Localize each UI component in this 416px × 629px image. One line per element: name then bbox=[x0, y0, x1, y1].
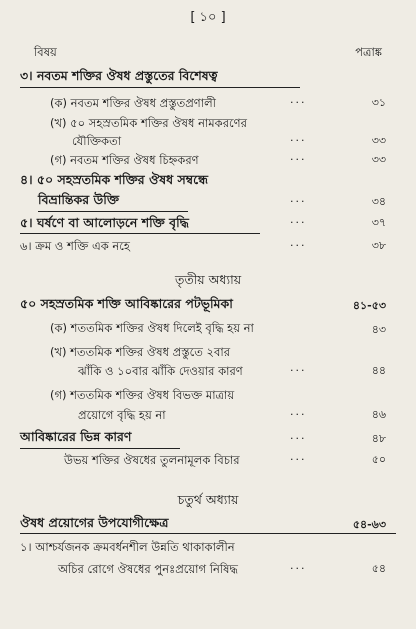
toc-entry: (ক) শততমিক শক্তির ঔষধ দিলেই বৃদ্ধি হয় না bbox=[50, 321, 254, 335]
toc-entry: (গ) নবতম শক্তির ঔষধ চিহ্নকরণ bbox=[50, 153, 199, 167]
leader-dots: ··· bbox=[290, 195, 307, 208]
page-ref: ৩৩ bbox=[371, 153, 386, 166]
toc-entry-cont: বিভ্রান্তিকর উক্তি bbox=[38, 192, 119, 207]
page-ref: ৪৪ bbox=[371, 364, 386, 377]
underline bbox=[20, 448, 180, 449]
toc-entry: (গ) শততমিক শক্তির ঔষধ বিভক্ত মাত্রায় bbox=[50, 388, 235, 402]
toc-entry: উভয় শক্তির ঔষধের তুলনামূলক বিচার bbox=[64, 453, 240, 467]
underline bbox=[38, 211, 188, 212]
leader-dots: ··· bbox=[290, 562, 307, 575]
leader-dots: ··· bbox=[290, 216, 307, 229]
toc-entry-heading: ৫০ সহস্রতমিক শক্তি আবিষ্কারের পটভূমিকা bbox=[20, 296, 233, 311]
leader-dots: ··· bbox=[290, 453, 307, 466]
leader-dots: ··· bbox=[290, 408, 307, 421]
leader-dots: ··· bbox=[290, 134, 307, 147]
leader-dots: ··· bbox=[290, 96, 307, 109]
toc-entry-cont: ঝাঁকি ও ১০বার ঝাঁকি দেওয়ার কারণ bbox=[78, 364, 243, 378]
toc-entry-cont: যৌক্তিকতা bbox=[72, 134, 122, 148]
toc-entry: (খ) ৫০ সহস্রতমিক শক্তির ঔষধ নামকরণের bbox=[50, 116, 247, 130]
chapter-title: তৃতীয় অধ্যায় bbox=[174, 272, 242, 287]
toc-entry-heading: ৪। ৫০ সহস্রতমিক শক্তির ঔষধ সম্বন্ধে bbox=[20, 172, 208, 187]
toc-entry-heading: ৫। ঘর্ষণে বা আলোড়নে শক্তি বৃদ্ধি bbox=[20, 215, 189, 230]
toc-entry-cont: অচির রোগে ঔষধের পুনঃপ্রয়োগ নিষিদ্ধ bbox=[58, 562, 238, 576]
header-page: পত্রাঙ্ক bbox=[355, 45, 382, 59]
underline bbox=[20, 533, 396, 534]
page-ref: ৩৩ bbox=[371, 134, 386, 147]
page-ref: ৫০ bbox=[371, 453, 386, 466]
page-ref: ৪৩ bbox=[371, 323, 386, 336]
leader-dots: ··· bbox=[290, 364, 307, 377]
leader-dots: ··· bbox=[290, 239, 307, 252]
toc-entry-cont: প্রয়োগে বৃদ্ধি হয় না bbox=[78, 408, 166, 422]
page-ref: ৪৮ bbox=[371, 432, 386, 445]
leader-dots: ··· bbox=[290, 153, 307, 166]
leader-dots: ··· bbox=[290, 432, 307, 445]
toc-entry: ৬। ক্রম ও শক্তি এক নহে bbox=[20, 239, 130, 253]
chapter-title: চতুর্থ অধ্যায় bbox=[177, 492, 239, 507]
toc-entry-heading: আবিষ্কারের ভিন্ন কারণ bbox=[20, 429, 132, 444]
page-ref: ৩৮ bbox=[371, 239, 386, 252]
page-ref: ৩১ bbox=[371, 96, 386, 109]
toc-entry-heading: ঔষধ প্রয়োগের উপযোগীক্ষেত্র bbox=[20, 515, 169, 530]
toc-entry: (খ) শততমিক শক্তির ঔষধ প্রস্তুতে ২বার bbox=[50, 345, 231, 359]
toc-entry: (ক) নবতম শক্তির ঔষধ প্রস্তুতপ্রণালী bbox=[50, 96, 216, 110]
toc-entry-heading: ৩। নবতম শক্তির ঔষধ প্রস্তুতের বিশেষত্ব bbox=[20, 68, 218, 83]
underline bbox=[20, 233, 260, 234]
page-ref: ৩৭ bbox=[371, 216, 386, 229]
page-ref: ৩৪ bbox=[371, 195, 386, 208]
page-ref: ৪১-৫৩ bbox=[352, 299, 386, 312]
toc-entry: ১। আশ্চর্যজনক ক্রমবর্ধনশীল উন্নতি থাকাকালীন bbox=[20, 540, 235, 554]
underline bbox=[20, 87, 300, 88]
page-ref: ৫৪-৬৩ bbox=[352, 518, 386, 531]
header-subject: বিষয় bbox=[34, 45, 57, 59]
page-ref: ৪৬ bbox=[371, 408, 386, 421]
page-number: [ ১০ ] bbox=[190, 10, 226, 25]
page-ref: ৫৪ bbox=[371, 562, 386, 575]
